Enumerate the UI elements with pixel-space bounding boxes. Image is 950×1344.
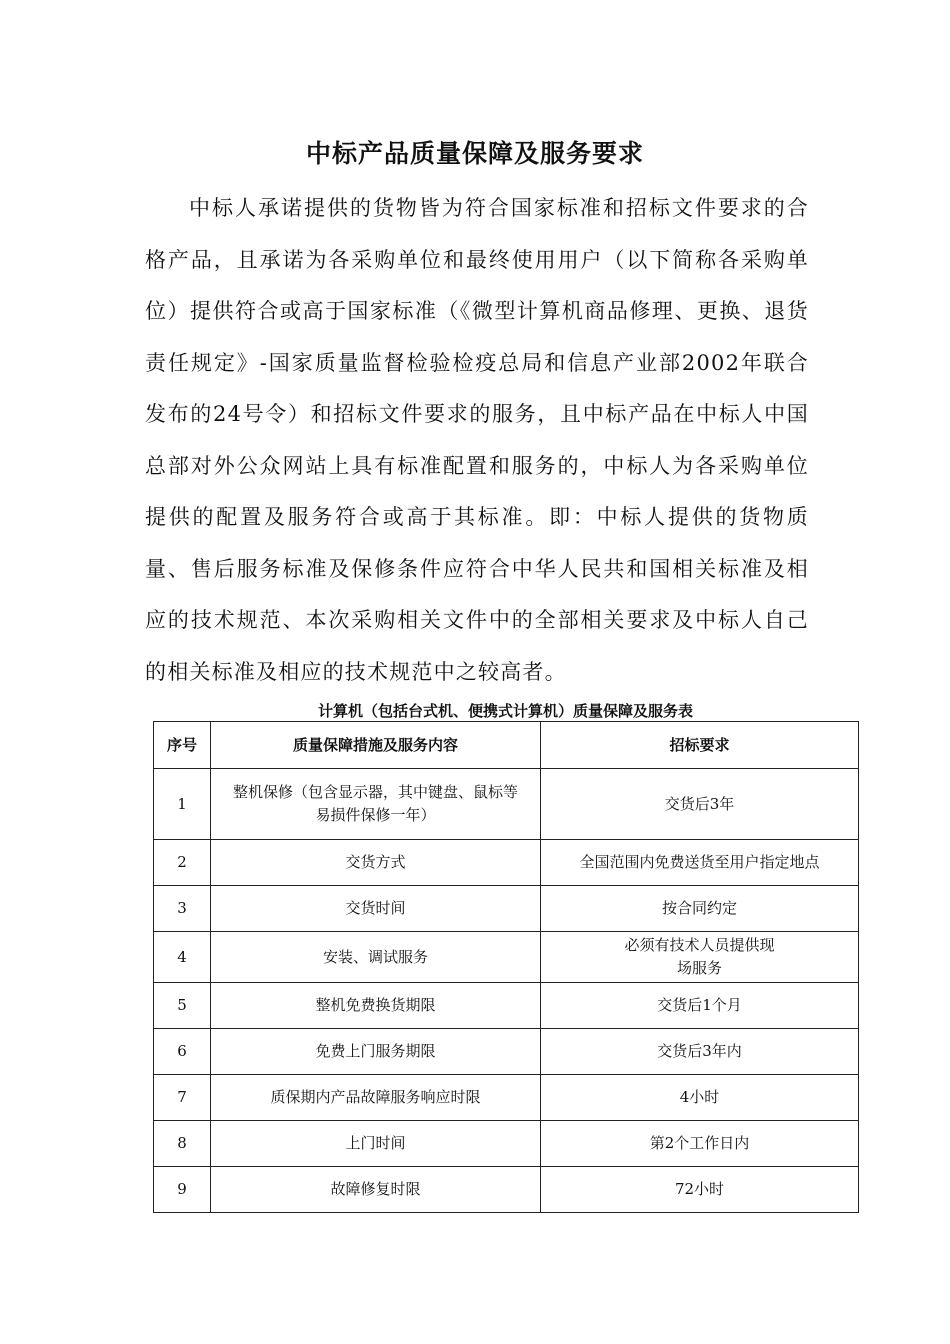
cell-requirement: 必须有技术人员提供现场服务 (541, 932, 859, 983)
cell-content: 交货时间 (211, 886, 541, 932)
cell-requirement: 按合同约定 (541, 886, 859, 932)
cell-content: 质保期内产品故障服务响应时限 (211, 1075, 541, 1121)
cell-no: 6 (154, 1029, 211, 1075)
table-row (154, 932, 859, 983)
header-no: 序号 (154, 722, 211, 769)
header-content: 质量保障措施及服务内容 (211, 722, 541, 769)
cell-content: 安装、调试服务 (211, 932, 541, 983)
table-caption: 计算机（包括台式机、便携式计算机）质量保障及服务表 (317, 702, 693, 720)
table-row (154, 886, 859, 932)
table-header-row (154, 722, 859, 769)
header-requirement: 招标要求 (541, 722, 859, 769)
cell-no: 5 (154, 983, 211, 1029)
cell-content: 免费上门服务期限 (211, 1029, 541, 1075)
cell-content: 上门时间 (211, 1121, 541, 1167)
cell-requirement: 交货后1个月 (541, 983, 859, 1029)
table-row (154, 1121, 859, 1167)
cell-content: 交货方式 (211, 840, 541, 886)
cell-no: 1 (154, 769, 211, 840)
cell-no: 3 (154, 886, 211, 932)
cell-no: 2 (154, 840, 211, 886)
cell-requirement: 全国范围内免费送货至用户指定地点 (541, 840, 859, 886)
cell-content: 故障修复时限 (211, 1167, 541, 1213)
table-row (154, 769, 859, 840)
cell-content: 整机保修（包含显示器，其中键盘、鼠标等易损件保修一年） (211, 769, 541, 840)
table-row (154, 1029, 859, 1075)
cell-requirement: 交货后3年内 (541, 1029, 859, 1075)
document-title: 中标产品质量保障及服务要求 (305, 139, 644, 168)
cell-requirement: 第2个工作日内 (541, 1121, 859, 1167)
service-table (153, 721, 859, 1213)
table-row (154, 1167, 859, 1213)
table-row (154, 983, 859, 1029)
cell-requirement: 交货后3年 (541, 769, 859, 840)
cell-no: 9 (154, 1167, 211, 1213)
cell-no: 7 (154, 1075, 211, 1121)
cell-requirement: 72小时 (541, 1167, 859, 1213)
cell-no: 8 (154, 1121, 211, 1167)
cell-requirement: 4小时 (541, 1075, 859, 1121)
table-row (154, 840, 859, 886)
commitment-paragraph: 中标人承诺提供的货物皆为符合国家标准和招标文件要求的合格产品，且承诺为各采购单位和最终使用用户（以下简称各采购单位）提供符合或高于国家标准（《微型计算机商品修理、更换、退货责任规定》-国家质量监督检验检疫总局和信息产业部2002年联合发布的24号令）和招标文件要求的服务，且中标产品在中标人中国总部对外公众网站上具有标准配置和服务的，中标人为各采购单位提供的配置及服务符合或高于其标准。即：中标人提供的货物质量、售后服务标准及保修条件应符合中华人民共和国相关标准及相应的技术规范、本次采购相关文件中的全部相关要求及中标人自己的相关标准及相应的技术规范中之较高者。 (145, 196, 809, 684)
table-row (154, 1075, 859, 1121)
cell-no: 4 (154, 932, 211, 983)
cell-content: 整机免费换货期限 (211, 983, 541, 1029)
